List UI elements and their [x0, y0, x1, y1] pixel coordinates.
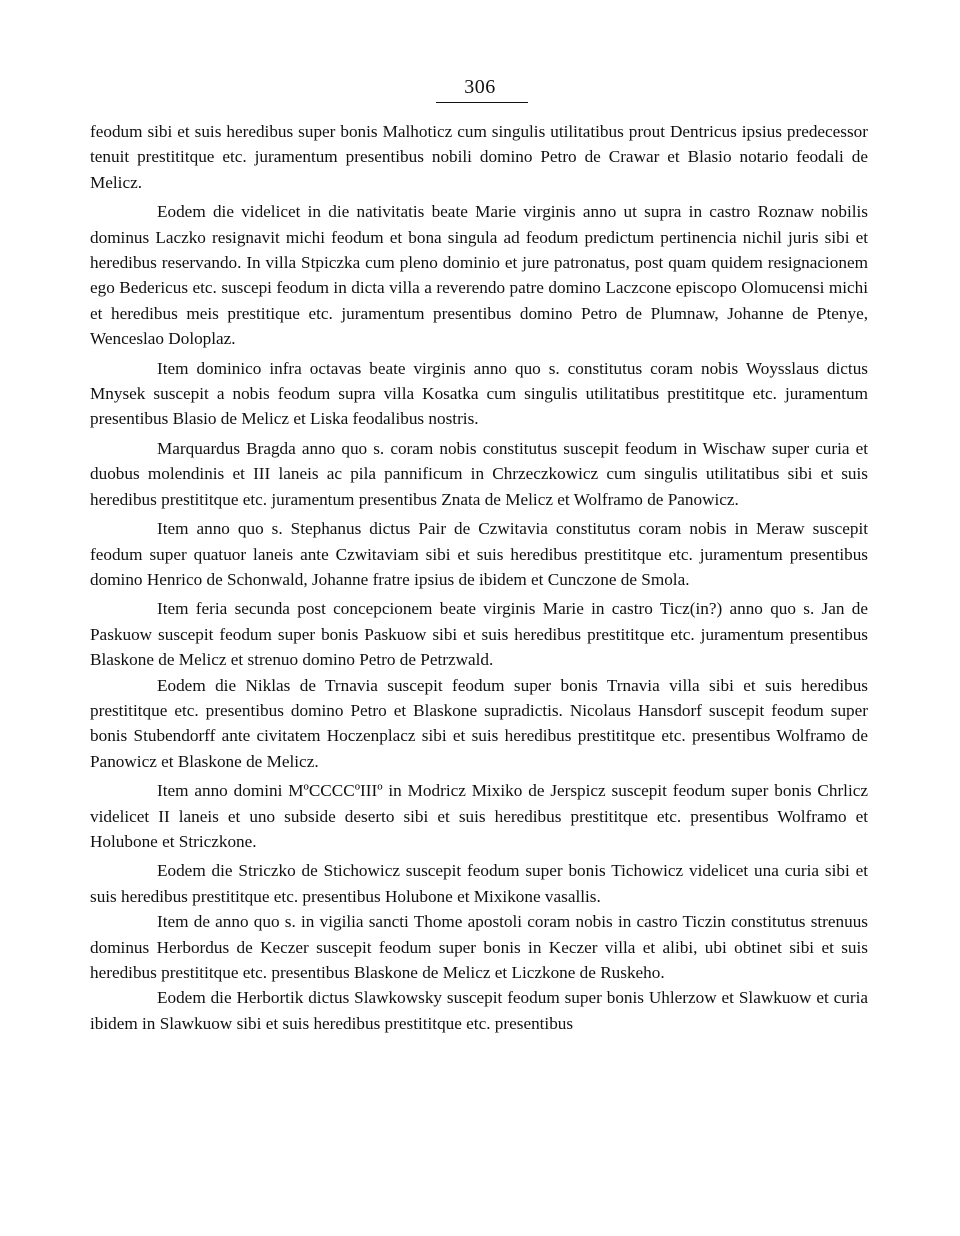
paragraph: Item anno domini MºCCCCºIIIº in Modricz Mixiko de Jerspicz suscepit feodum super bonis Chrlicz videlicet II laneis et uno subside deserto sibi et suis heredibus prestititque etc. presentibus Wolframo et Holubone et Striczkone. [90, 781, 868, 851]
header-rule [436, 102, 528, 103]
paragraph: Marquardus Bragda anno quo s. coram nobis constitutus suscepit feodum in Wischaw super curia et duobus molendinis et III laneis ac pila pannificum in Chrzeczkowicz cum singulis utilitatibus sibi et suis heredibus prestititque etc. juramentum presentibus Znata de Melicz et Wolframo de Panowicz. [90, 438, 868, 509]
paragraph: Item de anno quo s. in vigilia sancti Thome apostoli coram nobis in castro Ticzin constitutus strenuus dominus Herbordus de Keczer suscepit feodum super bonis in Keczer villa et alibi, ubi obtinet sibi et suis heredibus prestititque etc. presentibus Blaskone de Melicz et Liczkone de Ruskeho. [90, 912, 868, 982]
paragraph: feodum sibi et suis heredibus super bonis Malhoticz cum singulis utilitatibus prout Dentricus ipsius predecessor tenuit prestititque etc. juramentum presentibus nobili domino Petro de Crawar et Blasio notario feodali de Melicz. [90, 122, 868, 192]
paragraph: Eodem die Niklas de Trnavia suscepit feodum super bonis Trnavia villa sibi et suis heredibus prestititque etc. presentibus domino Petro et Blaskone supradictis. Nicolaus Hansdorf suscepit feodum super bonis Stubendorff ante civitatem Hoczenplacz sibi et suis heredibus prestititque etc. presentibus Wolframo de Panowicz et Blaskone de Melicz. [90, 675, 868, 771]
body-text [90, 119, 868, 1036]
paragraph: Item anno quo s. Stephanus dictus Pair de Czwitavia constitutus coram nobis in Meraw suscepit feodum super quatuor laneis ante Czwitaviam sibi et suis heredibus prestititque etc. juramentum presentibus domino Henrico de Schonwald, Johanne fratre ipsius de ibidem et Cunczone de Smola. [90, 519, 868, 589]
page-number: 306 [464, 76, 496, 98]
paragraph: Eodem die Striczko de Stichowicz suscepit feodum super bonis Tichowicz videlicet una curia sibi et suis heredibus prestititque etc. presentibus Holubone et Mixikone vasallis. [90, 861, 868, 906]
paragraph: Eodem die videlicet in die nativitatis beate Marie virginis anno ut supra in castro Roznaw nobilis dominus Laczko resignavit michi feodum et bona singula ad feodum predictum pertinencia nichil juris sibi et heredibus reservando. In villa Stpiczka cum pleno dominio et jure patronatus, post quam quidem resignacionem ego Bedericus etc. suscepi feodum in dicta villa a reverendo patre domino Laczcone episcopo Olomucensi michi et heredibus meis prestitique etc. juramentum presentibus domino Petro de Plumnaw, Johanne de Ptenye, Wenceslao Doloplaz. [90, 202, 868, 349]
paragraph: Eodem die Herbortik dictus Slawkowsky suscepit feodum super bonis Uhlerzow et Slawkuow et curia ibidem in Slawkuow sibi et suis heredibus prestititque etc. presentibus [90, 988, 868, 1033]
paragraph: Item dominico infra octavas beate virginis anno quo s. constitutus coram nobis Woysslaus dictus Mnysek suscepit a nobis feodum supra villa Kosatka cum singulis utilitatibus prestititque etc. juramentum presentibus Blasio de Melicz et Liska feodalibus nostris. [90, 358, 868, 429]
paragraph: Item feria secunda post concepcionem beate virginis Marie in castro Ticz(in?) anno quo s. Jan de Paskuow suscepit feodum super bonis Paskuow sibi et suis heredibus prestititque etc. juramentum presentibus Blaskone de Melicz et strenuo domino Petro de Petrzwald. [90, 599, 868, 670]
